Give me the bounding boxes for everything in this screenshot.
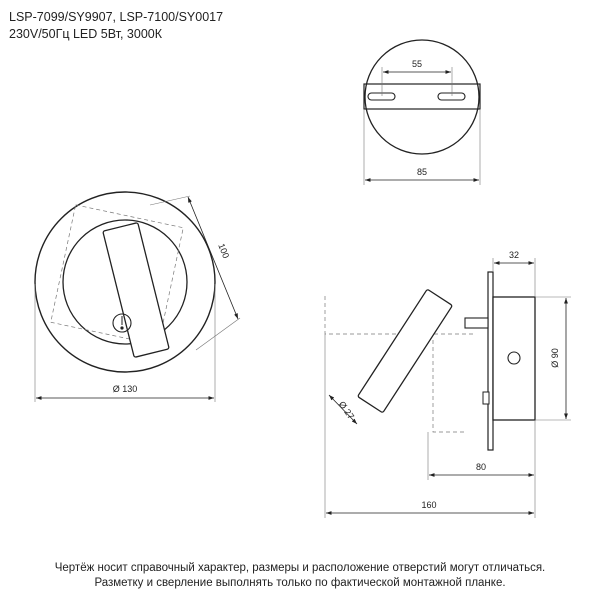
disclaimer-line-1: Чертёж носит справочный характер, размеры и расположение отверстий могут отличаться. [54, 562, 546, 574]
lamp-arm [465, 318, 488, 328]
base-body [493, 297, 535, 420]
side-view [325, 250, 571, 518]
mounting-plate-outline [365, 40, 479, 154]
dim-total-depth: 160 [421, 500, 437, 510]
dim-head-length: 100 [216, 242, 232, 260]
disclaimer-line-2: Разметку и сверление выполнять только по фактической монтажной планке. [94, 577, 506, 589]
lamp-head-front [103, 223, 169, 358]
mounting-plate-view [364, 40, 480, 185]
mounting-slot-right [438, 93, 465, 100]
mounting-bar [364, 84, 480, 109]
dim-head-diameter: Ø 27 [336, 399, 357, 422]
front-view [35, 192, 240, 402]
dim-base-depth: 32 [508, 250, 520, 260]
dim-arm-depth: 80 [475, 462, 487, 472]
side-knob [483, 392, 489, 404]
model-numbers: LSP-7099/SY9907, LSP-7100/SY0017 [9, 10, 224, 24]
dim-mount-width: 85 [416, 167, 428, 177]
electrical-specs: 230V/50Гц LED 5Вт, 3000К [9, 27, 163, 41]
lamp-head-side [358, 289, 453, 413]
wall-plate [488, 272, 493, 450]
mounting-slot-left [368, 93, 395, 100]
dim-mount-holes: 55 [411, 59, 423, 69]
dim-front-diameter: Ø 130 [112, 384, 138, 394]
dim-base-diameter: Ø 90 [550, 348, 560, 368]
